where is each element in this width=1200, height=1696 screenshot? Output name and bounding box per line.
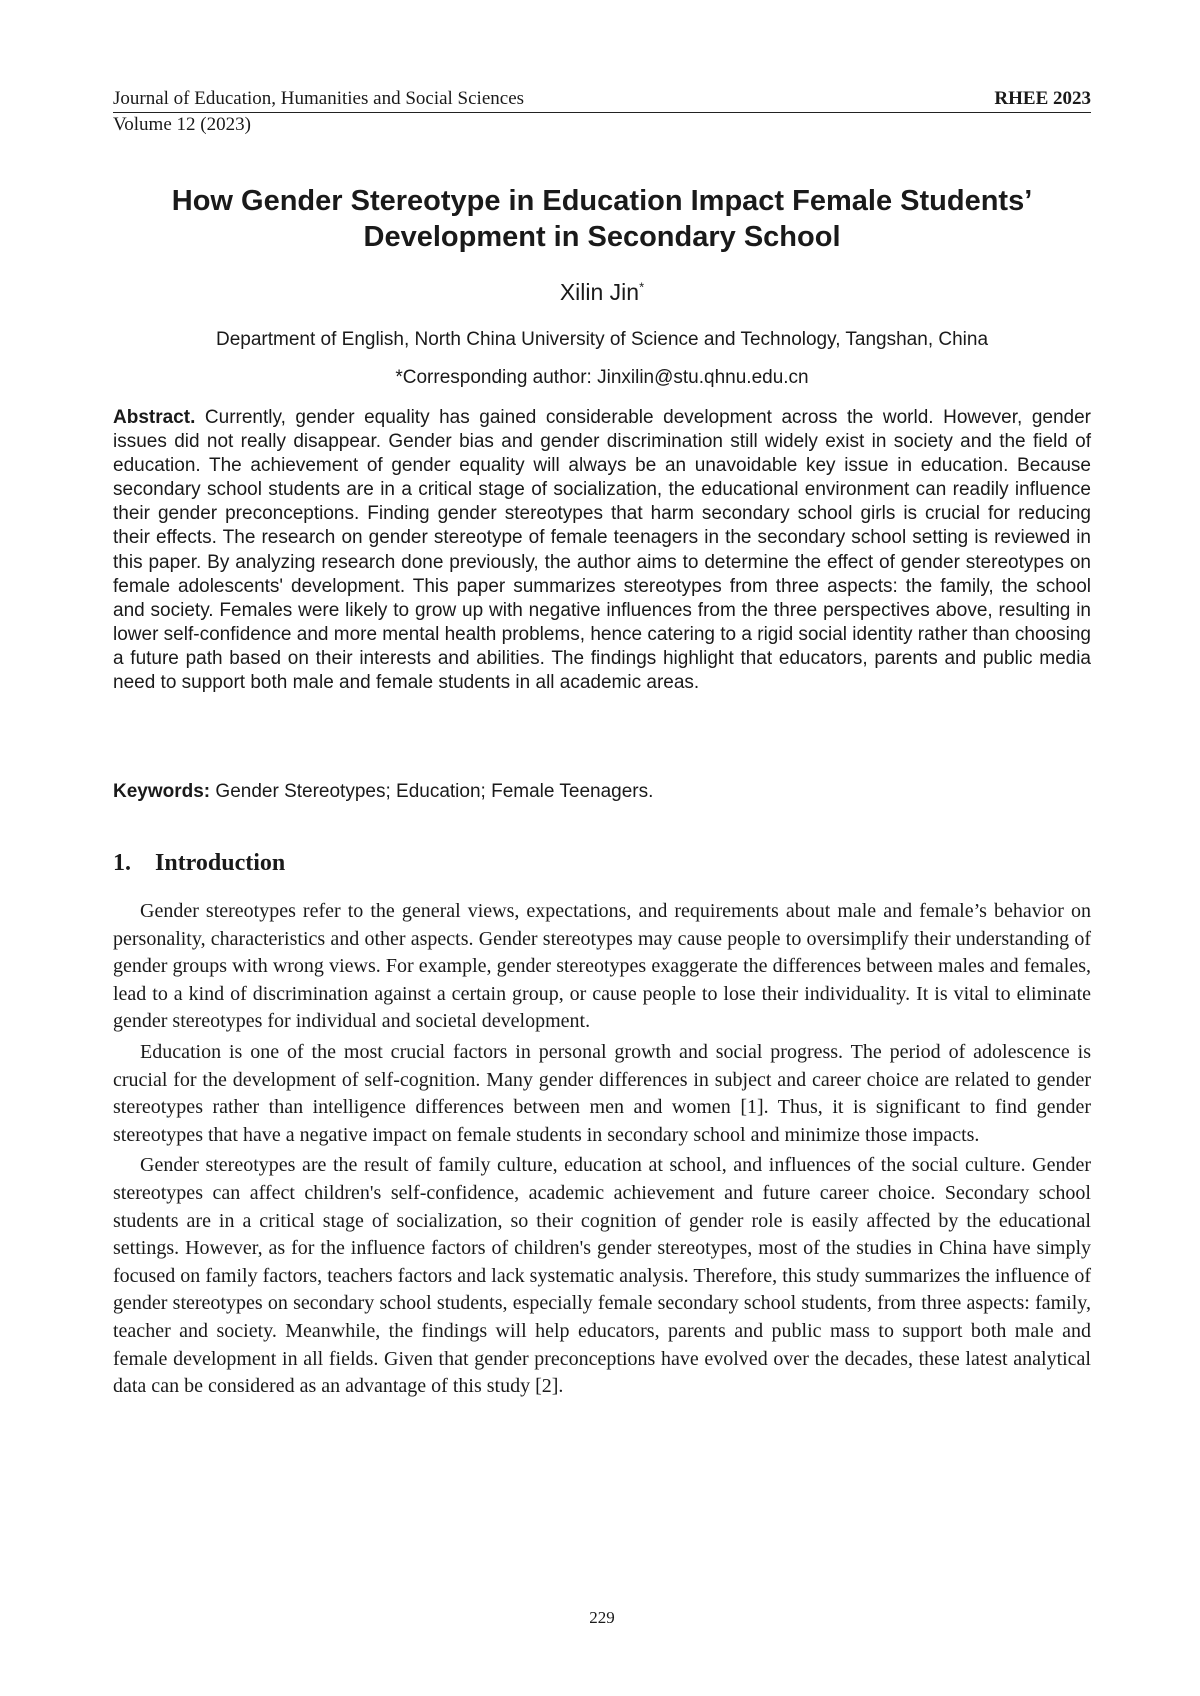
corresponding-author: *Corresponding author: Jinxilin@stu.qhnu.edu.cn bbox=[395, 367, 809, 388]
page-number: 229 bbox=[589, 1608, 615, 1627]
keywords bbox=[113, 780, 1091, 804]
abstract bbox=[113, 406, 1091, 695]
volume-label: Volume 12 (2023) bbox=[113, 114, 251, 135]
introduction-body bbox=[113, 898, 1091, 1404]
paragraph: Education is one of the most crucial factors in personal growth and social progress. The period of adolescence is crucial for the development of self-cognition. Many gender differences in subject and career choice are related to gender stereotypes rather than intelligence differences between men and women [1]. Thus, it is significant to find gender stereotypes that have a negative impact on female students in secondary school and minimize those impacts. bbox=[113, 1040, 1091, 1146]
keywords-label: Keywords: bbox=[113, 781, 211, 802]
paragraph: Gender stereotypes refer to the general views, expectations, and requirements about male and female’s behavior on personality, characteristics and other aspects. Gender stereotypes may cause people to oversimplify their understanding of gender groups with wrong views. For example, gender stereotypes exaggerate the differences between males and females, lead to a kind of discrimination against a certain group, or cause people to lose their individuality. It is vital to eliminate gender stereotypes for individual and societal development. bbox=[113, 900, 1091, 1033]
keywords-text: Gender Stereotypes; Education; Female Teenagers. bbox=[215, 781, 654, 802]
author-name: Xilin Jin bbox=[559, 279, 640, 305]
paper-title bbox=[113, 183, 1091, 255]
abstract-text: Currently, gender equality has gained considerable development across the world. However, gender issues did not really disappear. Gender bias and gender discrimination still widely exist in society and the field of education. The achievement of gender equality will always be an unavoidable key issue in education. Because secondary school students are in a critical stage of socialization, the educational environment can readily influence their gender preconceptions. Finding gender stereotypes that harm secondary school girls is crucial for reducing their effects. The research on gender stereotype of female teenagers in the secondary school setting is reviewed in this paper. By analyzing research done previously, the author aims to determine the effect of gender stereotypes on female adolescents' development. This paper summarizes stereotypes from three aspects: the family, the school and society. Females were likely to grow up with negative influences from the three perspectives above, resulting in lower self-confidence and more mental health problems, hence catering to a rigid social identity rather than choosing a future path based on their interests and abilities. The findings highlight that educators, parents and public media need to support both male and female students in all academic areas. bbox=[113, 407, 1092, 694]
journal-name: Journal of Education, Humanities and Social Sciences bbox=[113, 88, 525, 109]
author-mark: * bbox=[639, 279, 645, 295]
section-heading-introduction bbox=[113, 848, 285, 878]
paper-page bbox=[113, 0, 1091, 1696]
section-number: 1. bbox=[113, 850, 131, 876]
running-head bbox=[113, 88, 1091, 113]
section-title: Introduction bbox=[155, 850, 286, 876]
affiliation: Department of English, North China University of Science and Technology, Tangshan, China bbox=[215, 329, 989, 350]
title-line-2: Development in Secondary School bbox=[363, 221, 841, 253]
paragraph: Gender stereotypes are the result of family culture, education at school, and influences of the social culture. Gender stereotypes can affect children's self-confidence, academic achievement and future career choice. Secondary school students are in a critical stage of socialization, so their cognition of gender role is easily affected by the educational settings. However, as for the influence factors of children's gender stereotypes, most of the studies in China have simply focused on family factors, teachers factors and lack systematic analysis. Therefore, this study summarizes the influence of gender stereotypes on secondary school students, especially female secondary school students, from three aspects: family, teacher and society. Meanwhile, the findings will help educators, parents and public mass to support both male and female development in all fields. Given that gender preconceptions have evolved over the decades, these latest analytical data can be considered as an advantage of this study [2]. bbox=[113, 1154, 1091, 1398]
abstract-label: Abstract. bbox=[113, 407, 196, 428]
title-line-1: How Gender Stereotype in Education Impact Female Students’ bbox=[171, 185, 1033, 217]
conference-label: RHEE 2023 bbox=[994, 88, 1091, 109]
author-line bbox=[113, 278, 1091, 306]
